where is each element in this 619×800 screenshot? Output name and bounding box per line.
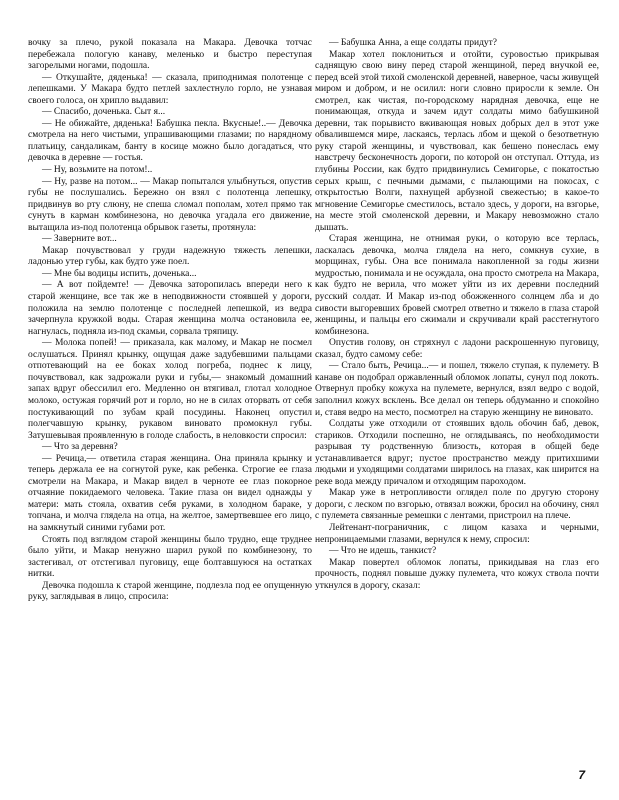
paragraph: — Молока попей! — приказала, как малому, и Макар не посмел ослушаться. Принял крынку, ощущая даже задубевшими пальцами отпотевающий на ее боках холод погреба, поднес к лицу, почувствовал, как задрожали руки и губы,— знакомый домашний запах вдруг обессилил его. Медленно он втягивал, глотал холодное молоко, остужая горячий рот и горло, но не в силах оторвать от себя постукивающий по зубам край посудины. Наконец опустил полегчавшую крынку, рукавом виновато промокнул губы. Затушевывая проявленную в голоде слабость, в неловкости спросил: bbox=[28, 338, 312, 441]
paragraph: — Не обижайте, дяденька! Бабушка пекла. Вкусные!..— Девочка смотрела на него чистыми, упрашивающими глазами; по нарядному платьицу, сандаликам, банту в косице можно было догадаться, что девочка в деревне — гостья. bbox=[28, 118, 312, 164]
paragraph: Старая женщина, не отнимая руки, о которую все терлась, ласкалась девочка, молча глядела на него, сомкнув сухие, в морщинах, губы. Она все понимала накопленной за годы жизни мудростью, понимала и не осуждала, она просто смотрела на Макара, как будто не верила, что может уйти из их деревни последний русский солдат. И Макар из-под обожженного солнцем лба и до сивости выгоревших бровей смотрел ответно и тяжело в глаза старой женщины, и пальцы его сжимали и скручивали край расстегнутого комбинезона. bbox=[315, 234, 599, 337]
paragraph: — Речица,— ответила старая женщина. Она приняла крынку и теперь держала ее на согнутой руке, как ребенка. Строгие ее глаза смотрели на Макара, и Макар видел в черноте ее глаз покорное отчаяние покидаемого человека. Такие глаза он видел однажды у матери: мать стояла, охватив себя руками, в холодном бараке, у топчана, и молча глядела на отца, на желтое, замертвевшее его лицо, на замкнутый синими губами рот. bbox=[28, 453, 312, 533]
paragraph: Макар уже в нетропливости оглядел поле по другую сторону дороги, с леском по взгорью, отвязал вожжи, бросил на обочину, снял с пулемета связанные ремешки с лентами, пристроил на плече. bbox=[315, 488, 599, 522]
paragraph: Стоять под взглядом старой женщины было трудно, еще труднее было уйти, и Макар ненужно шарил рукой по комбинезону, то застегивал, от отстегивал пуговицу, еще болтавшуюся на остатках нитки. bbox=[28, 534, 312, 580]
paragraph: — Ну, разве на потом... — Макар попытался улыбнуться, опустив губы не послушались. Бережно он взял с полотенца лепешку, придвинув во рту слюну, не спеша сломал пополам, хотел прямо так сунуть в карман комбинезона, но девочка угадала его движение, вытащила из-под полотенца обрывок газеты, протянула: bbox=[28, 176, 312, 233]
paragraph: Девочка подошла к старой женщине, подлезла под ее опущенную руку, заглядывая в лицо, спросила: bbox=[28, 580, 312, 603]
paragraph: Макар почувствовал у груди надежную тяжесть лепешки, ладонью утер губы, как будто уже поел. bbox=[28, 245, 312, 268]
paragraph: — Стало быть, Речица...— и пошел, тяжело ступая, к пулемету. В канаве он подобрал оржавленный обломок лопаты, сунул под локоть. Отвернул пробку кожуха на пулемете, вернулся, взял ведро с водой, заполнил кожух всклень. Все делал он теперь обдуманно и спокойно и, ставя ведро на место, посмотрел на старую женщину не виновато. bbox=[315, 361, 599, 418]
right-column bbox=[315, 38, 599, 592]
page-number: 7 bbox=[578, 768, 585, 782]
paragraph: — А вот пойдемте! — Девочка заторопилась впереди него к старой женщине, все так же в неподвижности стоявшей у дороги, положила на землю полотенце с последней лепешкой, из ведра зачерпнула кружкой воды. Старая женщина молча остановила ее, нагнулась, подняла из-под скамьи, сорвала тряпицу. bbox=[28, 280, 312, 337]
paragraph: — Заверните вот... bbox=[42, 234, 117, 245]
paragraph: — Спасибо, доченька. Сыт я... bbox=[42, 107, 166, 118]
paragraph: — Бабушка Анна, а еще солдаты придут? bbox=[329, 38, 498, 48]
paragraph: — Что не идешь, танкист? bbox=[329, 546, 437, 557]
paragraph: — Мне бы водицы испить, доченька... bbox=[42, 268, 197, 279]
paragraph: — Ну, возьмите на потом!.. bbox=[42, 165, 153, 176]
paragraph: — Откушайте, дяденька! — сказала, приподнимая полотенце с лепешками. У Макара будто петлей захлестнуло горло, не узнавая своего голоса, он хрипло выдавил: bbox=[28, 72, 312, 106]
paragraph: вочку за плечо, рукой показала на Макара. Девочка тотчас перебежала пологую канаву, меленько и быстро переступая загорелыми ногами, подошла. bbox=[28, 38, 312, 72]
paragraph: Лейтенант-пограничник, с лицом казаха и черными, непроницаемыми глазами, вернулся к нему, спросил: bbox=[315, 522, 599, 545]
paragraph: Макар повертел обломок лопаты, прикидывая на глаз его прочность, поднял повыше дужку пулемета, что кожух ствола почти уткнулся в дорогу, сказал: bbox=[315, 557, 599, 591]
left-column bbox=[28, 38, 312, 604]
paragraph: — Что за деревня? bbox=[42, 442, 118, 453]
paragraph: Макар хотел поклониться и отойти, суровостью прикрывая саднящую свою вину перед старой женщиной, перед внучкой ее, перед всей этой тихой смоленской деревней, наверное, часы живущей миром и добром, и не осилил: ноги словно приросли к земле. Он смотрел, как чистая, по-городскому нарядная девочка, еще не понимающая, откуда и зачем идут солдаты мимо бабушкиной деревни, так порывисто вживающая новых добрых дел в этот уже обвалившемся мире, ласкаясь, терлась лбом и щекой о безответную руку старой женщины, и чувствовал, как бешено понеслась ему навстречу бесконечность дороги, по которой он отступал. Оттуда, из глубины России, как будто придвинулись Семигорье, с покатостью серых крыш, с печными дымами, с пылающими на покосах, с открытостью Волги, пахнущей арбузной свежестью; в какое-то мгновение Семигорье сместилось, встало здесь, у дороги, на взгорье, на месте этой смоленской деревни, и Макару невозможно стало дышать. bbox=[315, 49, 599, 233]
paragraph: Опустив голову, он стряхнул с ладони раскрошенную пуговицу, сказал, будто самому себе: bbox=[315, 338, 599, 360]
paragraph: Солдаты уже отходили от стоявших вдоль обочин баб, девок, стариков. Отходили поспешно, не оглядываясь, по необходимости разрывая ту родственную близость, которая в общей беде устанавливается вдруг; пустое пространство между притихшими людьми и уходящими солдатами ширилось на глазах, как ширится на реке вода между причалом и отходящим пароходом. bbox=[315, 419, 599, 487]
